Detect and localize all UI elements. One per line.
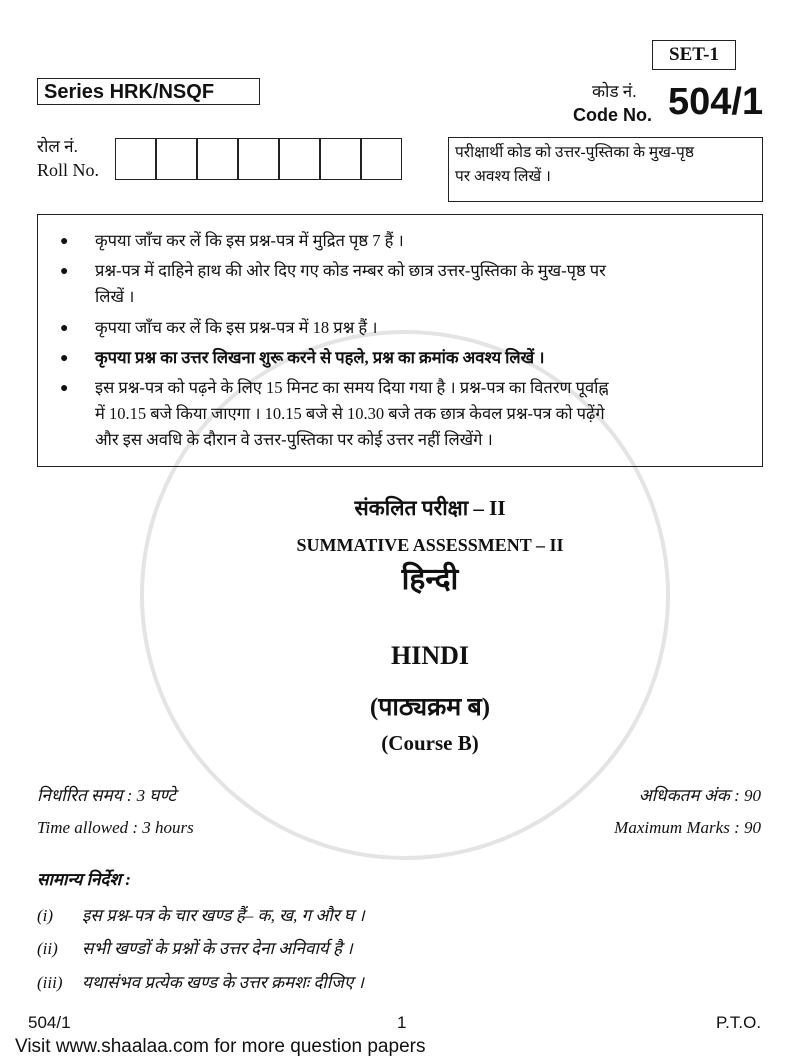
code-number: 504/1 (668, 81, 764, 123)
item-number: (i) (37, 906, 54, 925)
item-number: (iii) (37, 973, 63, 992)
bullet-icon: ● (60, 321, 69, 336)
instruction-item: प्रश्न-पत्र में दाहिने हाथ की ओर दिए गए कोड नम्बर को छात्र उत्तर-पुस्तिका के मुख-पृष्ठ पर (95, 261, 606, 280)
time-allowed-en: Time allowed : 3 hours (37, 818, 194, 837)
subject-hi: हिन्दी (401, 563, 459, 596)
set-badge: SET-1 (652, 40, 736, 70)
general-instruction-item: यथासंभव प्रत्येक खण्ड के उत्तर क्रमशः दीजिए । (82, 973, 364, 992)
code-note-line: पर अवश्य लिखें । (455, 168, 551, 185)
bullet-icon: ● (60, 351, 69, 366)
max-marks-en: Maximum Marks : 90 (614, 818, 761, 837)
time-allowed-hi: निर्धारित समय : 3 घण्टे (37, 786, 176, 805)
roll-cell[interactable] (115, 138, 156, 180)
subject-en: HINDI (390, 641, 469, 670)
instruction-item: इस प्रश्न-पत्र को पढ़ने के लिए 15 मिनट का समय दिया गया है । प्रश्न-पत्र का वितरण पूर्वाह्न (95, 378, 609, 397)
exam-title-hi: संकलित परीक्षा – II (354, 496, 506, 520)
instruction-item: कृपया जाँच कर लें कि इस प्रश्न-पत्र में 18 प्रश्न हैं । (95, 318, 378, 337)
roll-cell[interactable] (238, 138, 279, 180)
bullet-icon: ● (60, 381, 69, 396)
code-note-box (448, 137, 763, 202)
roll-cell[interactable] (156, 138, 197, 180)
page-number: 1 (397, 1013, 407, 1032)
exam-title-en: SUMMATIVE ASSESSMENT – II (296, 535, 564, 555)
course-en: (Course B) (381, 731, 479, 755)
roll-cell[interactable] (361, 138, 402, 180)
code-note-line: परीक्षार्थी कोड को उत्तर-पुस्तिका के मुख-पृष्ठ (455, 144, 694, 161)
roll-cell[interactable] (197, 138, 238, 180)
general-instructions-heading: सामान्य निर्देश : (37, 870, 131, 889)
general-instruction-item: सभी खण्डों के प्रश्नों के उत्तर देना अनिवार्य है । (82, 939, 353, 958)
code-label-hi: कोड नं. (592, 82, 637, 101)
instruction-item: कृपया प्रश्न का उत्तर लिखना शुरू करने से पहले, प्रश्न का क्रमांक अवश्य लिखें । (95, 348, 545, 367)
bullet-icon: ● (60, 264, 69, 279)
visit-link[interactable]: Visit www.shaalaa.com for more question papers (15, 1036, 426, 1057)
item-number: (ii) (37, 939, 58, 958)
roll-cell[interactable] (320, 138, 361, 180)
instruction-item: लिखें । (95, 287, 135, 306)
roll-label-hi: रोल नं. (37, 137, 78, 156)
roll-cell[interactable] (279, 138, 320, 180)
series-badge: Series HRK/NSQF (37, 78, 260, 105)
roll-label-en: Roll No. (37, 160, 100, 180)
bullet-icon: ● (60, 234, 69, 249)
instruction-item: और इस अवधि के दौरान वे उत्तर-पुस्तिका पर कोई उत्तर नहीं लिखेंगे । (95, 430, 493, 449)
general-instruction-item: इस प्रश्न-पत्र के चार खण्ड हैं– क, ख, ग और घ । (82, 906, 365, 925)
max-marks-hi: अधिकतम अंक : 90 (638, 786, 761, 805)
pto-label: P.T.O. (716, 1013, 762, 1032)
instruction-item: में 10.15 बजे किया जाएगा । 10.15 बजे से 10.30 बजे तक छात्र केवल प्रश्न-पत्र को पढ़ेंगे (95, 404, 605, 423)
course-hi: (पाठ्यक्रम ब) (369, 694, 491, 721)
instruction-item: कृपया जाँच कर लें कि इस प्रश्न-पत्र में मुद्रित पृष्ठ 7 हैं । (95, 231, 404, 250)
code-label-en: Code No. (573, 105, 652, 125)
footer-code: 504/1 (28, 1013, 71, 1032)
